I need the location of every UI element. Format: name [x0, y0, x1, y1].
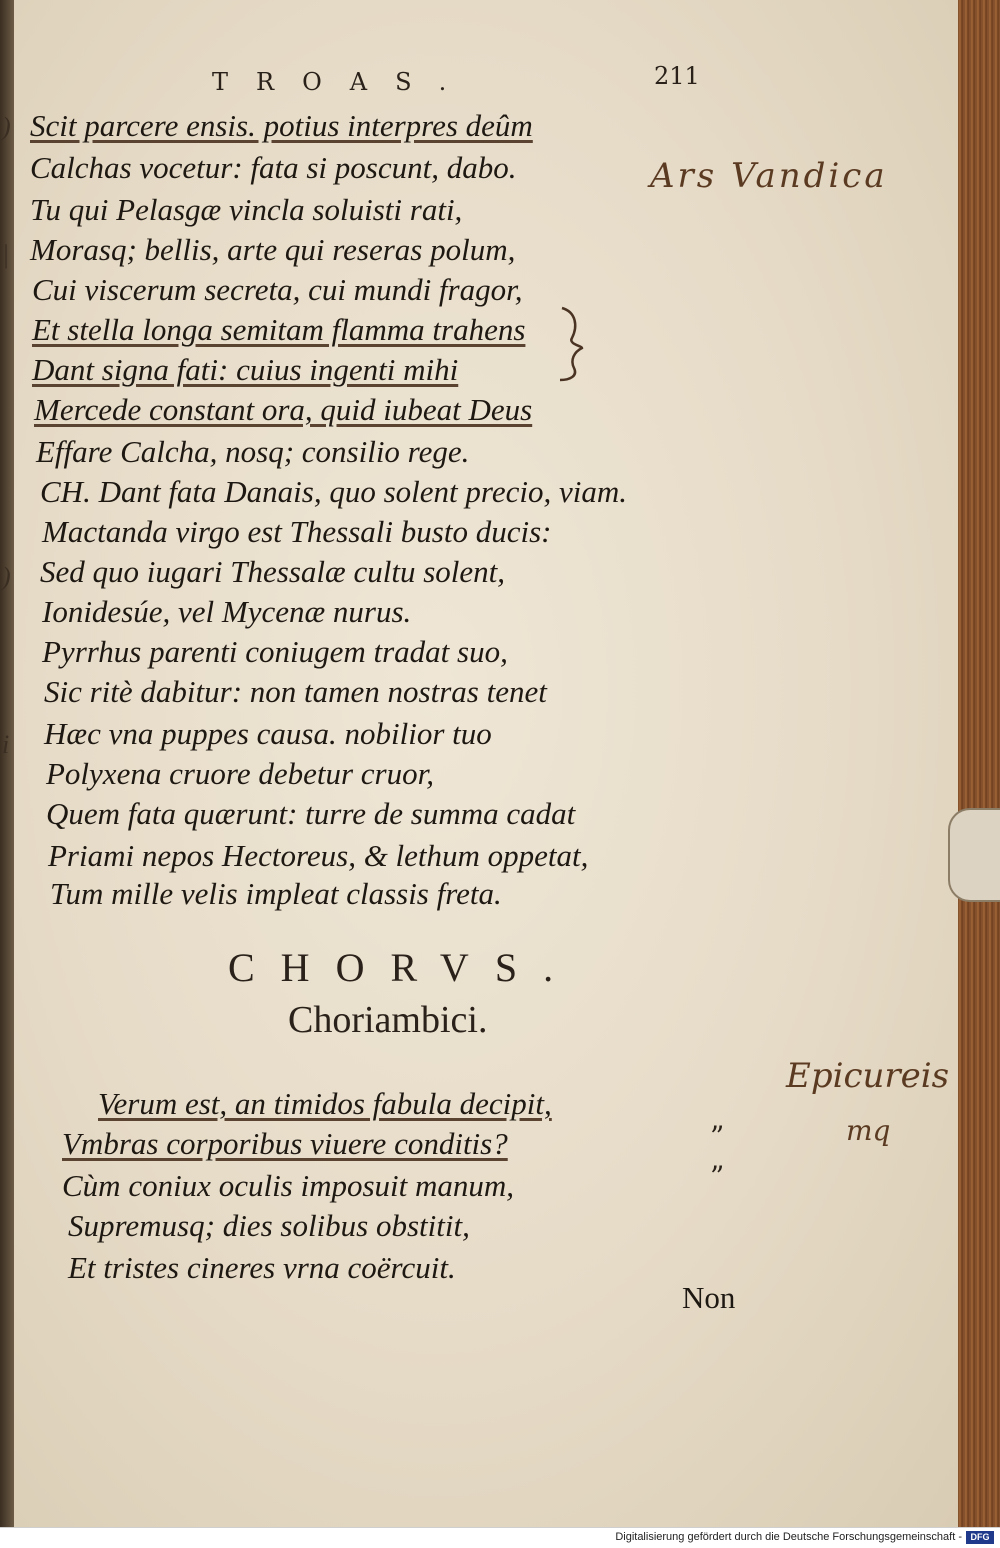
verse-line-20: Tum mille velis impleat classis freta. [50, 876, 502, 911]
verse-line-8: Mercede constant ora, quid iubeat Deus [34, 392, 533, 427]
handwritten-brace [556, 306, 590, 382]
chorus-verse-1: Verum est, an timidos fabula decipit, [98, 1086, 552, 1121]
chorus-heading: CHORVS. [228, 945, 580, 990]
verse-line-9: Effare Calcha, nosq; consilio rege. [36, 434, 470, 469]
verse-line-18: Quem fata quærunt: turre de summa cadat [46, 796, 576, 831]
page-clip-tab [948, 808, 1000, 902]
verse-line-7: Dant signa fati: cuius ingenti mihi [32, 352, 459, 387]
binding-edge [0, 0, 14, 1527]
verse-line-1: Scit parcere ensis. potius interpres deûm [30, 108, 533, 143]
page-number: 211 [654, 62, 700, 90]
margin-fragment: ) [2, 112, 11, 141]
quotation-mark: ” [710, 1160, 725, 1193]
margin-fragment: ) [2, 562, 11, 591]
margin-fragment: | [2, 240, 10, 269]
verse-line-16: Hæc vna puppes causa. nobilior tuo [44, 716, 492, 751]
marginal-note-ars-vandica: Ars Vandica [650, 156, 888, 196]
verse-line-11: Mactanda virgo est Thessali busto ducis: [42, 514, 552, 549]
footer-bar [0, 1527, 1000, 1548]
book-fore-edge [958, 0, 1000, 1527]
running-head: TROAS. [212, 68, 475, 96]
chorus-verse-2: Vmbras corporibus viuere conditis? [62, 1126, 508, 1161]
verse-line-2: Calchas vocetur: fata si poscunt, dabo. [30, 150, 517, 185]
chorus-verse-5: Et tristes cineres vrna coërcuit. [68, 1250, 456, 1285]
chorus-subheading: Choriambici. [288, 999, 488, 1041]
marginal-note-epicureis: Epicureis [786, 1056, 950, 1096]
verse-line-5: Cui viscerum secreta, cui mundi fragor, [32, 272, 523, 307]
verse-line-4: Morasq; bellis, arte qui reseras polum, [30, 232, 516, 267]
verse-line-3: Tu qui Pelasgæ vincla soluisti rati, [30, 192, 463, 227]
quotation-mark: ” [710, 1120, 725, 1153]
catchword: Non [682, 1280, 736, 1315]
dfg-logo: DFG [966, 1531, 994, 1544]
verse-line-15: Sic ritè dabitur: non tamen nostras tenet [44, 674, 547, 709]
verse-line-10: CH. Dant fata Danais, quo solent precio, viam. [40, 474, 627, 509]
verse-line-12: Sed quo iugari Thessalæ cultu solent, [40, 554, 505, 589]
verse-line-19: Priami nepos Hectoreus, & lethum oppetat, [48, 838, 589, 873]
verse-line-6: Et stella longa semitam flamma trahens [32, 312, 526, 347]
verse-line-14: Pyrrhus parenti coniugem tradat suo, [42, 634, 508, 669]
marginal-note-epicureis-cont: mq [846, 1114, 891, 1147]
verse-line-13: Ionidesúe, vel Mycenæ nurus. [42, 594, 412, 629]
footer-credit: Digitalisierung gefördert durch die Deutsche Forschungsgemeinschaft - [615, 1531, 962, 1543]
margin-fragment: i [2, 730, 10, 759]
verse-line-17: Polyxena cruore debetur cruor, [46, 756, 434, 791]
chorus-verse-4: Supremusq; dies solibus obstitit, [68, 1208, 470, 1243]
chorus-verse-3: Cùm coniux oculis imposuit manum, [62, 1168, 515, 1203]
